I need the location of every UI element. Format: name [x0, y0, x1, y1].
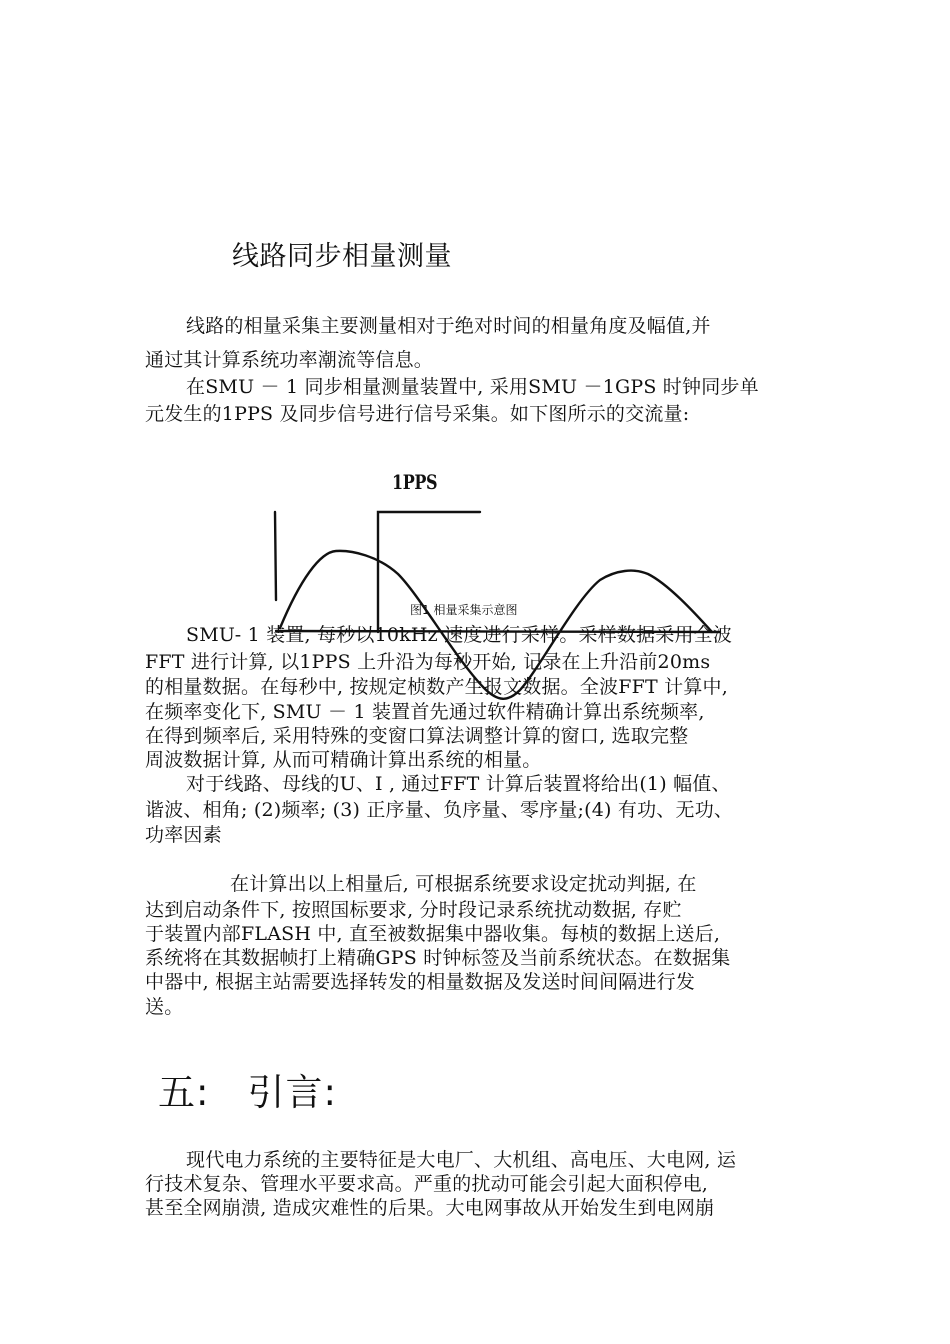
paragraph-2-line-6: 周波数据计算, 从而可精确计算出系统的相量。: [145, 749, 542, 771]
paragraph-3-line-4: 系统将在其数据帧打上精确GPS 时钟标签及当前系统状态。在数据集: [145, 947, 731, 969]
paragraph-3-line-3: 于装置内部FLASH 中, 直至被数据集中器收集。每桢的数据上送后,: [145, 923, 721, 945]
paragraph-3-line-6: 送。: [145, 996, 184, 1018]
paragraph-2-line-5: 在得到频率后, 采用特殊的变窗口算法调整计算的窗口, 选取完整: [145, 725, 689, 747]
paragraph-3-line-2: 达到启动条件下, 按照国标要求, 分时段记录系统扰动数据, 存贮: [145, 899, 682, 921]
paragraph-4-line-3: 甚至全网崩溃, 造成灾难性的后果。大电网事故从开始发生到电网崩: [145, 1197, 715, 1219]
paragraph-1-line-1: 线路的相量采集主要测量相对于绝对时间的相量角度及幅值,并: [186, 315, 711, 337]
paragraph-1-line-4: 元发生的1PPS 及同步信号进行信号采集。如下图所示的交流量:: [145, 403, 690, 425]
paragraph-1-line-3: 在SMU － 1 同步相量测量装置中, 采用SMU －1GPS 时钟同步单: [186, 376, 759, 398]
paragraph-2-line-3: 的相量数据。在每秒中, 按规定桢数产生报文数据。全波FFT 计算中,: [145, 676, 728, 698]
paragraph-2-line-8: 谐波、相角; (2)频率; (3) 正序量、负序量、零序量;(4) 有功、无功、: [145, 799, 734, 821]
paragraph-1-line-2: 通过其计算系统功率潮流等信息。: [145, 349, 434, 371]
paragraph-4-line-2: 行技术复杂、管理水平要求高。严重的扰动可能会引起大面积停电,: [145, 1173, 709, 1195]
paragraph-3-line-5: 中器中, 根据主站需要选择转发的相量数据及发送时间间隔进行发: [145, 971, 696, 993]
paragraph-2-line-1: SMU- 1 装置, 每秒以10kHz 速度进行采样。采样数据采用全波: [186, 624, 733, 646]
vertical-axis: [275, 512, 276, 600]
paragraph-4-line-1: 现代电力系统的主要特征是大电厂、大机组、高电压、大电网, 运: [186, 1149, 737, 1171]
chapter-title: 引言:: [247, 1071, 337, 1114]
pps-label: 1PPS: [392, 470, 438, 494]
paragraph-2-line-4: 在频率变化下, SMU － 1 装置首先通过软件精确计算出系统频率,: [145, 701, 705, 723]
section-title: 线路同步相量测量: [232, 241, 452, 272]
paragraph-2-line-7: 对于线路、母线的U、I , 通过FFT 计算后装置将给出(1) 幅值、: [186, 773, 731, 795]
chapter-number: 五:: [158, 1071, 210, 1114]
paragraph-2-line-2: FFT 进行计算, 以1PPS 上升沿为每秒开始, 记录在上升沿前20ms: [145, 651, 711, 673]
figure-caption: 图1 相量采集示意图: [410, 603, 518, 617]
paragraph-2-line-9: 功率因素: [145, 824, 222, 846]
paragraph-3-line-1: 在计算出以上相量后, 可根据系统要求设定扰动判据, 在: [230, 873, 697, 895]
chapter-heading: [158, 1062, 337, 1116]
